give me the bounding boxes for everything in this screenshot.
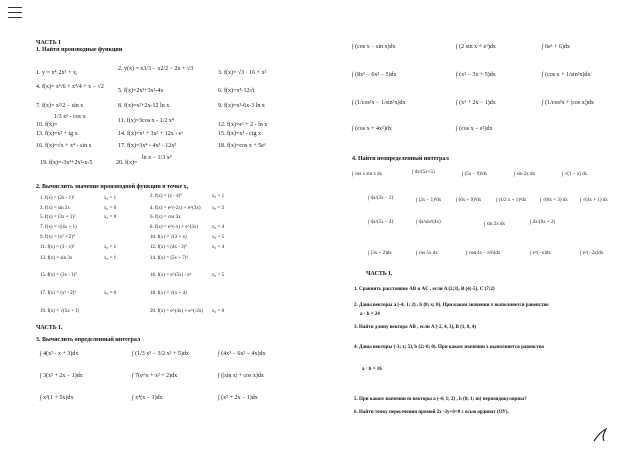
- task4-item: ∫ sin 2x dx: [484, 222, 505, 227]
- task2-item: 3. f(x) = sin 2x: [40, 206, 70, 211]
- integral-item: ∫ (cos x − sin x)dx: [352, 44, 396, 50]
- task1-item: 14. f(x)=x³ + 3x² + 12x - eˣ: [118, 131, 184, 137]
- task-item: a · b = 24: [360, 312, 380, 317]
- integral-item: ∫ (x³ + 2x − 1)dx: [456, 100, 496, 106]
- task2-item: 6. f(x) = cos 3x: [150, 215, 181, 220]
- corner-mark: [8, 12, 22, 13]
- task2-x0: x₀ = 5: [212, 235, 225, 240]
- integral-item: ∫ (x² − 3x + 5)dx: [456, 72, 496, 78]
- part1b-title: ЧАСТЬ I.: [36, 325, 63, 331]
- task4-item: ∫ (5x − 9)²dx: [462, 172, 488, 177]
- task2-x0: x₀ = 2: [212, 206, 225, 211]
- task3-item: ∫ 3(x² + 2x − 1)dx: [40, 373, 83, 379]
- task3-item: ∫ (|sin x| + cos x)dx: [218, 373, 264, 379]
- task-item: 1. Сравнить расстояние AB и AC , если A (2;3), B (4;-5), C (7;2): [354, 287, 495, 292]
- task1-item: 3. f(x)= √3 · 16 + x²: [218, 70, 267, 76]
- task3-item: ∫ (1/3 x³ − 3/2 x² + 5)dx: [132, 351, 189, 357]
- task2-item: 16. f(x) = e^(5x) - eˣ: [150, 273, 192, 278]
- task4-item: ∫ √(1 − x) dx: [562, 172, 588, 177]
- integral-item: ∫ (1/cos²x − 1/sin²x)dx: [352, 100, 406, 106]
- task1-item: 18. f(x)=cos x + 5eˣ: [218, 143, 266, 149]
- task2-x0: x₀ = 1: [104, 245, 117, 250]
- task2-item: 12. f(x) = (4x - 3)³: [150, 245, 187, 250]
- task4-item: ∫ (6x + 9)²dx: [456, 198, 482, 203]
- task4-item: ∫ (1/2 x + 1)²dx: [496, 198, 527, 203]
- task2-item: 4. f(x) = e^(-2x) + e^(3x): [150, 206, 201, 211]
- task2-item: 8. f(x) = e^(-x) + e^(3x): [150, 225, 199, 230]
- task4-item: ∫ cos(4x − π/6)dx: [466, 251, 501, 256]
- task4-item: ∫ sin 2x dx: [514, 172, 535, 177]
- task2-x0: x₀ = 1: [104, 256, 117, 261]
- task2-item: 7. f(x) = √(4x + 1): [40, 225, 77, 230]
- task-item: 5. При каком значении m векторы a (-4; 1; 2) , b (8; 1; m) перпендикулярны?: [354, 397, 527, 402]
- task4-item: ∫ √(4x + 1) dx: [580, 198, 608, 203]
- task1-title: 1. Найти производные функции: [36, 47, 123, 53]
- task2-item: 20. f(x) = e^(4x) + e^(-2x): [150, 309, 204, 314]
- task1-item: 7. f(x)= x²/2 − sin x: [36, 103, 84, 109]
- task2-item: 10. f(x) = √(3 + x): [150, 235, 187, 240]
- task4-item: ∫ dx/(6x + 2): [530, 220, 556, 225]
- task-item: 3. Найти длину вектора AB , если A (-2, 4, 3), B (1, 0, 4): [354, 325, 477, 330]
- task1-item: 17. f(x)=3x⁴ - 4x³ - 12x²: [118, 143, 177, 149]
- corner-mark: [8, 7, 22, 8]
- task4-item: ∫ e^(−x)dx: [530, 251, 551, 256]
- task2-item: 19. f(x) = √(5x + 1): [40, 309, 80, 314]
- task4-item: ∫ √(8x + 3) dx: [540, 198, 568, 203]
- integral-item: ∫ (1/cos²x + |cos x|)dx: [542, 100, 594, 106]
- task2-item: 5. f(x) = (3x + 1)²: [40, 215, 76, 220]
- task2-item: 18. f(x) = √(x + 4): [150, 291, 187, 296]
- task1-item: 1. y = x⁴·2x⁵ + x,: [36, 70, 78, 76]
- task2-item: 2. f(x) = (x - 4)⁵: [150, 194, 183, 199]
- task2-x0: x₀ = 4: [212, 225, 225, 230]
- task2-item: 13. f(x) = sin 3x: [40, 256, 73, 261]
- task2-x0: x₀ = 4: [212, 245, 225, 250]
- task2-item: 17. f(x) = (x³ - 2)⁵: [40, 291, 77, 296]
- task1-item: 20. f(x)=: [116, 160, 138, 166]
- task3-item: ∫ x²(1 + 5x)dx: [40, 395, 74, 401]
- task1-item: 12. f(x)=eˣ + 2 - ln x: [218, 122, 268, 128]
- task1-item: 1/3 x³ - cos x: [54, 114, 86, 120]
- task3-item: ∫ (x² + 2x − 1)dx: [218, 395, 258, 401]
- task2-item: 11. f(x) = (3 - x)⁵: [40, 245, 75, 250]
- task4-item: ∫ dx/(5x − 4): [368, 220, 394, 225]
- integral-item: ∫ (cos x + 4x²)dx: [352, 126, 392, 132]
- task4-item: ∫ dx/sin²(4x): [416, 220, 441, 225]
- task4-item: ∫ e^(−2x)dx: [580, 251, 604, 256]
- part1-title: ЧАСТЬ I: [36, 40, 61, 46]
- integral-item: ∫ (2 sin x + eˣ)dx: [456, 44, 496, 50]
- task1-item: 19. f(x)=-3x³+2x²-x-5: [40, 160, 93, 166]
- task4-item: ∫ dx/(5x+5): [412, 170, 435, 175]
- task4-item: ∫ (3x + 2)dx: [368, 251, 392, 256]
- integral-item: ∫ (cos x + 1/sin²x)dx: [542, 72, 591, 78]
- task2-item: 15. f(x) = (3x - 1)⁵: [40, 273, 78, 278]
- task-item: 2. Даны векторы a (-4; 1; 2) , b (8; x; 0). При каком значении x выполняется равенство: [354, 303, 549, 308]
- task1-item: 5. f(x)=2x³+3x²-4x: [118, 88, 164, 94]
- task2-x0: x₀ = 1: [104, 196, 117, 201]
- task1-item: 10. f(x)=: [36, 122, 58, 128]
- handwriting-mark: [590, 425, 620, 445]
- task-item: 4. Даны векторы (-3; x; 5), b (2;-8; 0). При каком значении x выполняется равенство: [354, 345, 545, 350]
- task4-item: ∫ dx/(3x − 2): [368, 196, 394, 201]
- task2-x0: x₀ = 5: [212, 273, 225, 278]
- task3-item: ∫ 4(x² - x + 3)dx: [40, 351, 79, 357]
- task3-item: ∫ x⁴(x − 1)dx: [132, 395, 163, 401]
- task1-item: 9. f(x)=x³-6x-3 ln x: [218, 103, 265, 109]
- task1-item: 4. f(x)= x⁶/6 + x⁴/4 + x − √2: [36, 84, 104, 90]
- task1-item: 15. f(x)=x³ - ctg x: [218, 131, 262, 137]
- task2-item: 14. f(x) = (5x + 7)³: [150, 256, 188, 261]
- task-item: 6. Найти точку пересечения прямой 2x -3y+6=0 с осью ординат (ОУ).: [354, 410, 509, 415]
- task1-item: 2. y(x) = x3/3 − x2/2 − 2x + √3: [118, 66, 194, 72]
- task2-title: 2. Вычислить значение производной функции в точке x₀: [36, 184, 189, 190]
- task1-item: ln x − 1/3 x³: [142, 155, 172, 161]
- task3-title: 3. Вычислить определенный интеграл: [36, 337, 141, 343]
- task2-x0: x₀ = 1: [212, 194, 225, 199]
- task4-item: ∫ cos 5x dx: [416, 251, 438, 256]
- task2-x0: x₀ = 0: [104, 291, 117, 296]
- task1-item: 8. f(x)=x²+2x-12 ln x: [118, 103, 170, 109]
- integral-item: ∫ (8x³ − 6x² − 5)dx: [352, 72, 397, 78]
- task2-item: 1. f(x) = (2x - 1)²: [40, 196, 75, 201]
- task3-item: ∫ 7(e^x + x² + 2)dx: [132, 373, 178, 379]
- task2-item: 9. f(x) = (x² + 2)⁴: [40, 235, 75, 240]
- task4-item: ∫ cos x sin x dx: [352, 172, 383, 177]
- integral-item: ∫ 6eˣ + 6)dx: [542, 44, 570, 50]
- integral-item: ∫ (cos x − e²)dx: [456, 126, 493, 132]
- task1-item: 11. f(x)=3cos x - 1/2 x⁴: [118, 118, 174, 124]
- task-item: a · b = 16: [362, 367, 382, 372]
- task4-title: 4. Найти неопределенный интеграл: [352, 156, 449, 162]
- task2-x0: x₀ = 0: [104, 206, 117, 211]
- task2-x0: x₀ = 0: [104, 215, 117, 220]
- task1-item: 16. f(x)=√x + x⁴ - sin x: [36, 143, 92, 149]
- part1c-title: ЧАСТЬ I.: [366, 271, 393, 277]
- task4-item: ∫ (2x − 1)²dx: [416, 198, 442, 203]
- task1-item: 6. f(x)=x⁴-12√t: [218, 88, 255, 94]
- task2-x0: x₀ = 0: [212, 309, 225, 314]
- corner-mark: [8, 17, 22, 18]
- task3-item: ∫ (4x³ − 6x² − 4x)dx: [218, 351, 266, 357]
- task1-item: 13. f(x)=x² + tg x: [36, 131, 78, 137]
